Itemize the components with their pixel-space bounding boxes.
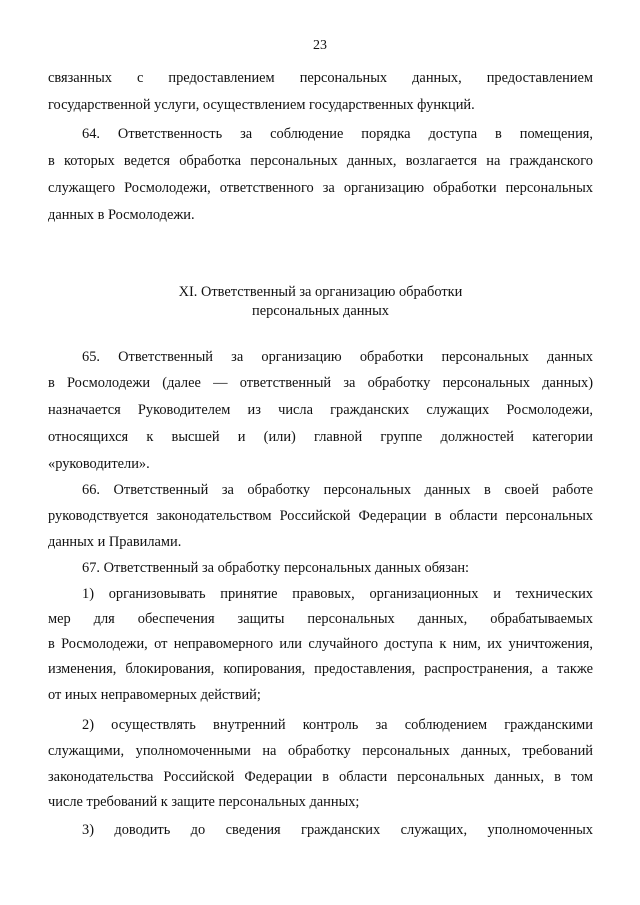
text-line: «руководители». — [48, 456, 150, 472]
text-line: данных в Росмолодежи. — [48, 207, 195, 223]
text-line: государственной услуги, осуществлением государственных функций. — [48, 97, 475, 113]
text-line: относящихся к высшей и (или) главной группе должностей категории — [48, 429, 593, 445]
text-line: в Росмолодежи, от неправомерного или случайного доступа к ним, их уничтожения, — [48, 636, 593, 652]
text-line: 2) осуществлять внутренний контроль за соблюдением гражданскими — [82, 717, 593, 733]
text-line: мер для обеспечения защиты персональных данных, обрабатываемых — [48, 611, 593, 627]
text-line: в которых ведется обработка персональных данных, возлагается на гражданского — [48, 153, 593, 169]
text-line: законодательства Российской Федерации в области персональных данных, в том — [48, 769, 593, 785]
text-line: служащими, уполномоченными на обработку персональных данных, требований — [48, 743, 593, 759]
text-line: от иных неправомерных действий; — [48, 687, 261, 703]
text-line: изменения, блокирования, копирования, предоставления, распространения, а также — [48, 661, 593, 677]
text-line: 3) доводить до сведения гражданских служащих, уполномоченных — [82, 822, 593, 838]
text-line: руководствуется законодательством Российской Федерации в области персональных — [48, 508, 593, 524]
text-line: числе требований к защите персональных данных; — [48, 794, 360, 810]
page-number: 23 — [313, 38, 327, 53]
section-heading-line: персональных данных — [252, 303, 389, 319]
text-line: данных и Правилами. — [48, 534, 182, 550]
section-heading-line: XI. Ответственный за организацию обработки — [178, 284, 463, 300]
text-line: связанных с предоставлением персональных данных, предоставлением — [48, 70, 593, 86]
text-line: 66. Ответственный за обработку персональных данных в своей работе — [82, 482, 593, 498]
text-line: 67. Ответственный за обработку персональных данных обязан: — [82, 560, 470, 576]
text-line: служащего Росмолодежи, ответственного за организацию обработки персональных — [48, 180, 593, 196]
text-line: 64. Ответственность за соблюдение порядка доступа в помещения, — [82, 126, 593, 142]
text-line: 65. Ответственный за организацию обработки персональных данных — [82, 349, 593, 365]
text-line: назначается Руководителем из числа гражданских служащих Росмолодежи, — [48, 402, 593, 418]
text-line: 1) организовывать принятие правовых, организационных и технических — [82, 586, 593, 602]
text-line: в Росмолодежи (далее — ответственный за обработку персональных данных) — [48, 375, 593, 391]
